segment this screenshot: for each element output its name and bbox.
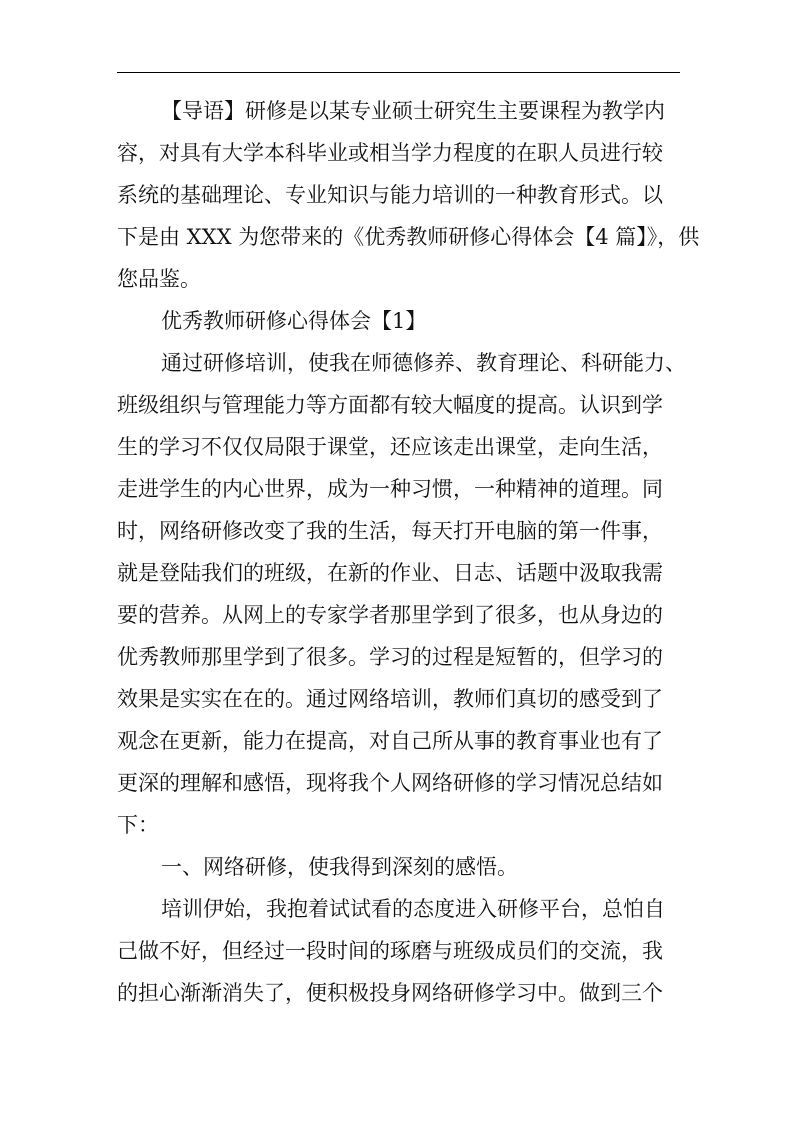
paragraph-line: 班级组织与管理能力等方面都有较大幅度的提高。认识到学 bbox=[117, 393, 663, 417]
paragraph-line: 走进学生的内心世界，成为一种习惯，一种精神的道理。同 bbox=[117, 477, 663, 501]
paragraph-line: 要的营养。从网上的专家学者那里学到了很多，也从身边的 bbox=[117, 603, 663, 627]
header-rule bbox=[117, 72, 680, 73]
intro-line-3: 系统的基础理论、专业知识与能力培训的一种教育形式。以 bbox=[117, 183, 663, 207]
intro-line-4: 下是由 XXX 为您带来的《优秀教师研修心得体会【4 篇】》，供 bbox=[117, 225, 700, 249]
paragraph-line: 下： bbox=[117, 813, 159, 837]
intro-line-1: 【导语】研修是以某专业硕士研究生主要课程为教学内 bbox=[161, 99, 665, 123]
section-heading: 优秀教师研修心得体会【1】 bbox=[161, 309, 427, 333]
paragraph-line: 培训伊始，我抱着试试看的态度进入研修平台，总怕自 bbox=[161, 897, 665, 921]
paragraph-line: 观念在更新，能力在提高，对自己所从事的教育事业也有了 bbox=[117, 729, 663, 753]
paragraph-line: 己做不好，但经过一段时间的琢磨与班级成员们的交流，我 bbox=[117, 939, 663, 963]
paragraph-line: 生的学习不仅仅局限于课堂，还应该走出课堂，走向生活， bbox=[117, 435, 663, 459]
paragraph-line: 效果是实实在在的。通过网络培训，教师们真切的感受到了 bbox=[117, 687, 663, 711]
paragraph-line: 优秀教师那里学到了很多。学习的过程是短暂的，但学习的 bbox=[117, 645, 663, 669]
document-body bbox=[117, 90, 700, 1014]
paragraph-line: 通过研修培训，使我在师德修养、教育理论、科研能力、 bbox=[161, 351, 686, 375]
intro-line-5: 您品鉴。 bbox=[117, 267, 201, 291]
subsection-heading: 一、网络研修，使我得到深刻的感悟。 bbox=[161, 855, 518, 879]
paragraph-line: 时，网络研修改变了我的生活，每天打开电脑的第一件事， bbox=[117, 519, 663, 543]
paragraph-line: 就是登陆我们的班级，在新的作业、日志、话题中汲取我需 bbox=[117, 561, 663, 585]
intro-line-2: 容，对具有大学本科毕业或相当学力程度的在职人员进行较 bbox=[117, 141, 663, 165]
paragraph-line: 更深的理解和感悟，现将我个人网络研修的学习情况总结如 bbox=[117, 771, 663, 795]
paragraph-line: 的担心渐渐消失了，便积极投身网络研修学习中。做到三个 bbox=[117, 981, 663, 1005]
